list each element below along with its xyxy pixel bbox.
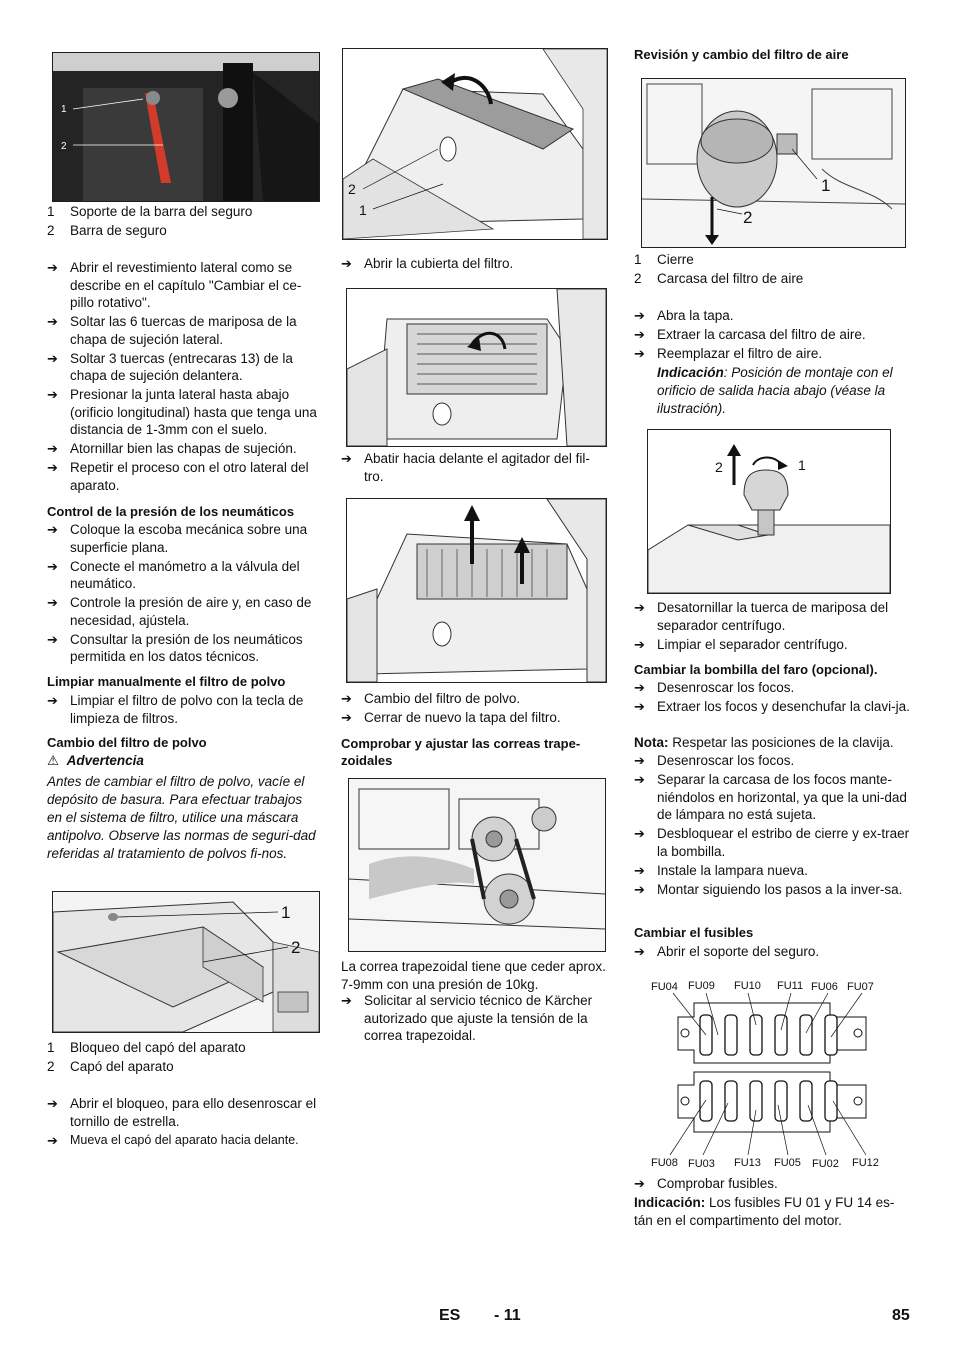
step: ➔ Abrir el soporte del seguro. <box>634 944 820 959</box>
steps-tire-pressure <box>47 521 322 667</box>
heading-v-belts: Comprobar y ajustar las correas trape-zoidales <box>341 736 581 768</box>
heading-tire-pressure: Control de la presión de los neumáticos <box>47 504 295 519</box>
callout-1: 1 <box>798 457 806 473</box>
steps-side-seal <box>47 259 322 496</box>
heading-fuses: Cambiar el fusibles <box>634 925 754 940</box>
step: ➔ Limpiar el separador centrífugo. <box>634 636 848 652</box>
figure-hood <box>52 891 320 1033</box>
steps-clean-filter <box>47 692 322 729</box>
step: ➔ Cambio del filtro de polvo. <box>341 691 521 706</box>
filter-change-drawing <box>347 499 606 682</box>
step: ➔ Desenroscar los focos. <box>634 753 795 768</box>
install-note: Indicación: Posición de montaje con el orificio de salida hacia abajo (véase la ilustración). <box>657 365 893 416</box>
fuse-label: FU02 <box>812 1158 839 1170</box>
callout-1: 1 <box>61 104 67 115</box>
step: ➔ Solicitar al servicio técnico de Kärcher autorizado que ajuste la tensión de la correa trapezoidal. <box>341 993 593 1043</box>
safety-bar-photo <box>53 53 319 201</box>
step: ➔ Instale la lampara nueva. <box>634 862 808 878</box>
legend-item: 2 Carcasa del filtro de aire <box>634 271 804 286</box>
fuse-label: FU05 <box>774 1157 801 1169</box>
steps-lamp-2 <box>634 752 910 900</box>
callout-1: 1 <box>821 176 831 195</box>
step: ➔ Soltar 3 tuercas (entrecaras 13) de la chapa de sujeción delantera. <box>47 350 293 383</box>
steps-shaker <box>341 450 609 487</box>
separator-drawing <box>648 430 890 593</box>
steps-air-filter <box>634 307 910 364</box>
bar-holder <box>146 91 160 105</box>
figure-air-filter <box>641 78 906 248</box>
callout-1: 1 <box>281 903 291 922</box>
heading-lamp: Cambiar la bombilla del faro (opcional). <box>634 662 878 677</box>
steps-belt <box>341 992 609 1046</box>
step: ➔ Extraer la carcasa del filtro de aire. <box>634 327 866 342</box>
fuse-label: FU10 <box>734 980 761 992</box>
filter-shaker-drawing <box>347 289 606 446</box>
step: ➔ Montar siguiendo los pasos a la inver-sa. <box>634 881 903 897</box>
step: ➔ Abrir el bloqueo, para ello desenroscar el tornillo de estrella. <box>47 1096 317 1129</box>
belt-text: La correa trapezoidal tiene que ceder aprox. 7-9mm con una presión de 10kg. <box>341 959 606 992</box>
separator-body <box>744 470 788 510</box>
step: ➔ Soltar las 6 tuercas de mariposa de la chapa de sujeción lateral. <box>47 314 297 347</box>
heading-air-filter: Revisión y cambio del filtro de aire <box>634 47 849 62</box>
callout-1: 1 <box>359 202 367 218</box>
fuse-label: FU03 <box>688 1158 715 1170</box>
figure-safety-bar <box>52 52 320 202</box>
legend-item: 1 Cierre <box>634 252 694 267</box>
fuse-label: FU08 <box>651 1157 678 1169</box>
step: ➔ Abatir hacia delante el agitador del fil-tro. <box>341 451 590 484</box>
callout-2: 2 <box>715 459 723 475</box>
step: ➔ Cerrar de nuevo la tapa del filtro. <box>341 710 561 725</box>
legend-item: 1 Bloqueo del capó del aparato <box>47 1040 246 1055</box>
steps-fuses-1 <box>634 943 910 962</box>
steps-open-cover <box>341 255 609 274</box>
figure-filter-change <box>346 498 607 683</box>
figure-fuses <box>648 975 888 1175</box>
step: ➔ Repetir el proceso con el otro lateral del aparato. <box>47 460 309 493</box>
warning-text: Antes de cambiar el filtro de polvo, vacíe el depósito de basura. Para efectuar trabajos en el sistema de filtro, utilice una máscara antipolvo. Observe las normas de seguri-dad referidas al tratamiento de polvos fi-nos. <box>47 774 316 861</box>
step: ➔ Extraer los focos y desenchufar la clavi-ja. <box>634 699 910 714</box>
legend-item: 2 Barra de seguro <box>47 223 167 238</box>
footer-page-number: 85 <box>892 1307 910 1324</box>
step: ➔ Desenroscar los focos. <box>634 680 795 695</box>
footer-page-local: - 11 <box>494 1307 521 1324</box>
fuse-label: FU11 <box>777 980 804 992</box>
callout-2: 2 <box>743 208 753 227</box>
filter-cover-drawing <box>343 49 607 239</box>
steps-lamp-1 <box>634 679 910 717</box>
fuses-note: Indicación: Los fusibles FU 01 y FU 14 es-tán en el compartimento del motor. <box>634 1195 895 1228</box>
steps-fuses-2 <box>634 1175 910 1194</box>
figure-separator <box>647 429 891 594</box>
callout-2: 2 <box>61 141 67 152</box>
step: ➔ Reemplazar el filtro de aire. <box>634 346 823 361</box>
plug-note: Nota: Respetar las posiciones de la clavija. <box>634 735 894 750</box>
figure-v-belts <box>348 778 606 952</box>
step: ➔ Presionar la junta lateral hasta abajo (orificio longitudinal) hasta que tenga una distancia de 1-3mm con el suelo. <box>47 387 317 437</box>
legend-hood <box>47 1038 322 1076</box>
warning-line: ⚠ Advertencia <box>47 753 144 768</box>
steps-hood <box>47 1095 322 1151</box>
step: ➔ Conecte el manómetro a la válvula del neumático. <box>47 558 300 591</box>
legend-air-filter <box>634 250 910 288</box>
step: ➔ Abra la tapa. <box>634 308 734 323</box>
step: ➔ Controle la presión de aire y, en caso de necesidad, ajústela. <box>47 595 312 628</box>
step: ➔ Coloque la escoba mecánica sobre una superficie plana. <box>47 522 308 555</box>
figure-filter-shaker <box>346 288 607 447</box>
step: ➔ Separar la carcasa de los focos mante-niéndolos en horizontal, ya que la uni-dad de lámpara no está sujeta. <box>634 772 907 822</box>
step: ➔ Limpiar el filtro de polvo con la tecla de limpieza de filtros. <box>47 693 304 726</box>
fuse-label: FU13 <box>734 1157 761 1169</box>
warning-icon: ⚠ <box>47 753 60 768</box>
legend-safety-bar <box>47 202 322 240</box>
heading-change-filter: Cambio del filtro de polvo <box>47 735 207 750</box>
step: ➔ Desatornillar la tuerca de mariposa del separador centrífugo. <box>634 600 889 633</box>
step: ➔ Comprobar fusibles. <box>634 1176 778 1191</box>
step: ➔ Abrir el revestimiento lateral como se describe en el capítulo "Cambiar el ce-pillo rotativo". <box>47 260 302 310</box>
callout-2: 2 <box>291 938 301 957</box>
callout-2: 2 <box>348 181 356 197</box>
steps-separator <box>634 599 910 655</box>
heading-clean-filter: Limpiar manualmente el filtro de polvo <box>47 674 286 689</box>
fuse-label: FU04 <box>651 981 678 993</box>
steps-filter-change <box>341 690 609 728</box>
footer-language: ES <box>439 1307 461 1324</box>
fuse-label: FU07 <box>847 981 874 993</box>
fuse-diagram <box>648 975 888 1175</box>
hood-drawing <box>53 892 319 1032</box>
step: ➔ Consultar la presión de los neumáticos permitida en los datos técnicos. <box>47 631 303 664</box>
step: ➔ Abrir la cubierta del filtro. <box>341 256 514 271</box>
air-filter-drawing <box>642 79 905 247</box>
figure-filter-cover <box>342 48 608 240</box>
fuse-label: FU12 <box>852 1157 879 1169</box>
legend-item: 2 Capó del aparato <box>47 1059 174 1074</box>
step: ➔ Mueva el capó del aparato hacia delante. <box>47 1132 299 1148</box>
fuse-label: FU06 <box>811 981 838 993</box>
legend-item: 1 Soporte de la barra del seguro <box>47 204 253 219</box>
step: ➔ Desbloquear el estribo de cierre y ex-traer la bombilla. <box>634 826 910 859</box>
v-belts-drawing <box>349 779 605 951</box>
step: ➔ Atornillar bien las chapas de sujeción. <box>47 441 297 456</box>
hood-lock <box>108 913 118 921</box>
fuse-label: FU09 <box>688 980 715 992</box>
